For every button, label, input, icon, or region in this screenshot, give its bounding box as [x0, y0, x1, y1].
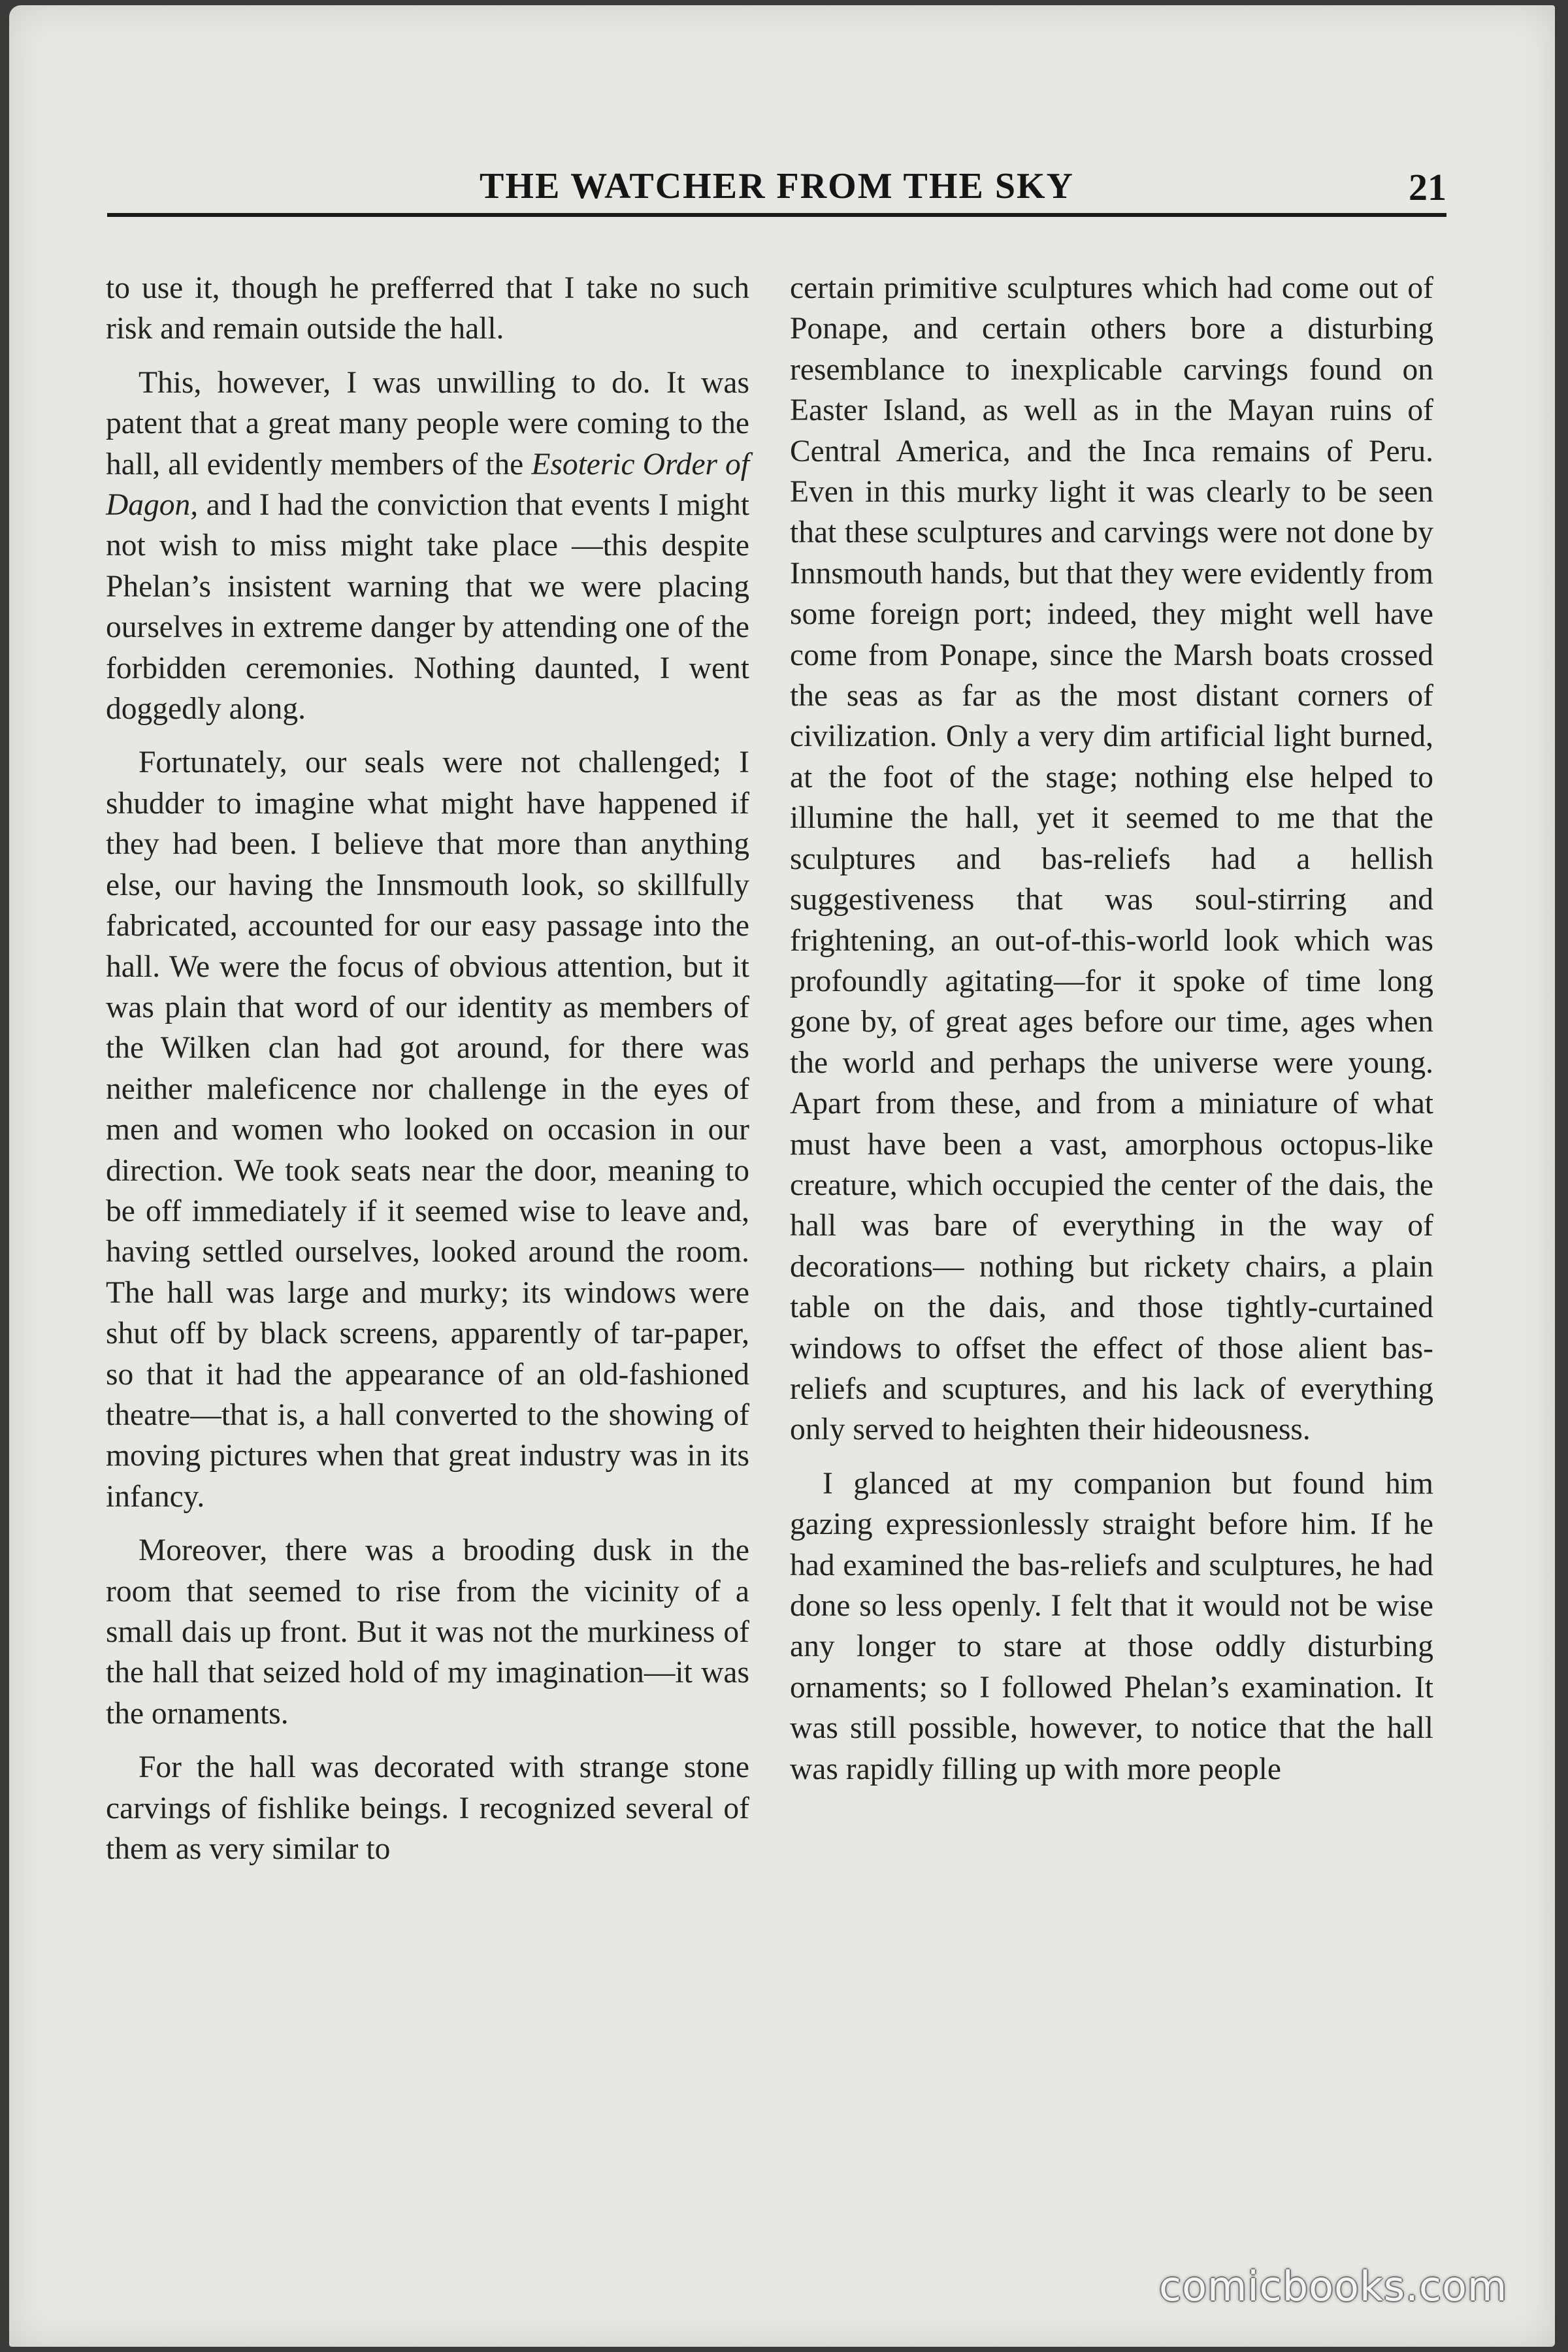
- paragraph: to use it, though he prefferred that I take no such risk and remain outside the hall.: [106, 271, 749, 346]
- paragraph: For the hall was decorated with strange stone carvings of fishlike beings. I recognized several of them as very similar to: [106, 1750, 749, 1867]
- paragraph: Fortunately, our seals were not challenged; I shudder to imagine what might have happened if they had been. I believe that more than anything else, our having the Innsmouth look, so skillfully fabricated, accounted for our easy passage into the hall. We were the focus of obvious attention, but it was plain that word of our identity as members of the Wilken clan had got around, for there was neither maleficence nor challenge in the eyes of men and women who looked on occasion in our direction. We took seats near the door, meaning to be off immediately if it seemed wise to leave and, having settled ourselves, looked around the room. The hall was large and murky; its windows were shut off by black screens, apparently of tar-paper, so that it had the appearance of an old-fashioned theatre—that is, a hall converted to the showing of moving pictures when that great industry was in its infancy.: [106, 745, 749, 1514]
- book-page: [9, 5, 1555, 2347]
- header-rule: [107, 213, 1446, 217]
- site-watermark: comicbooks.com: [1159, 2262, 1508, 2310]
- paragraph: Moreover, there was a brooding dusk in the room that seemed to rise from the vicinity of a small dais up front. But it was not the murkiness of the hall that seized hold of my imagination—it was the ornaments.: [106, 1533, 749, 1731]
- right-column: [790, 268, 1433, 1789]
- paragraph-text: This, however, I was unwilling to do. It was patent that a great many people were coming to the hall, all evidently members of the: [106, 365, 749, 482]
- page-header: [107, 165, 1446, 211]
- paragraph-text: and I had the conviction that events I might not wish to miss might take place —this despite Phelan’s insistent warning that we were placing ourselves in extreme danger by attending one of the forbidden ceremonies. Nothing daunted, I went doggedly along.: [106, 488, 749, 727]
- page-number: 21: [1409, 166, 1446, 208]
- italic-order-name: Esoteric Order of Dagon,: [106, 447, 750, 523]
- paragraph: I glanced at my companion but found him gazing expressionlessly straight before him. If he had examined the bas-reliefs and sculptures, he had done so less openly. I felt that it would not be wise any longer to stare at those oddly disturbing ornaments; so I followed Phelan’s examination. It was still possible, however, to notice that the hall was rapidly filling up with more people: [790, 1466, 1433, 1786]
- left-column: [106, 268, 749, 1869]
- paragraph: [106, 363, 749, 730]
- paragraph: certain primitive sculptures which had come out of Ponape, and certain others bore a disturbing resemblance to inexplicable carvings found on Easter Island, as well as in the Mayan ruins of Central America, and the Inca remains of Peru. Even in this murky light it was clearly to be seen that these sculptures and carvings were not done by Innsmouth hands, but that they were evidently from some foreign port; indeed, they might well have come from Ponape, since the Marsh boats crossed the seas as far as the most distant corners of civilization. Only a very dim artificial light burned, at the foot of the stage; nothing else helped to illumine the hall, yet it seemed to me that the sculptures and bas-reliefs had a hellish suggestiveness that was soul-stirring and frightening, an out-of-this-world look which was profoundly agitating—for it spoke of time long gone by, of great ages before our time, ages when the world and perhaps the universe were young. Apart from these, and from a miniature of what must have been a vast, amorphous octopus-like creature, which occupied the center of the dais, the hall was bare of everything in the way of decorations— nothing but rickety chairs, a plain table on the dais, and those tightly-curtained windows to offset the effect of those alient bas-reliefs and scuptures, and his lack of everything only served to heighten their hideousness.: [790, 271, 1433, 1447]
- running-title: THE WATCHER FROM THE SKY: [480, 166, 1074, 206]
